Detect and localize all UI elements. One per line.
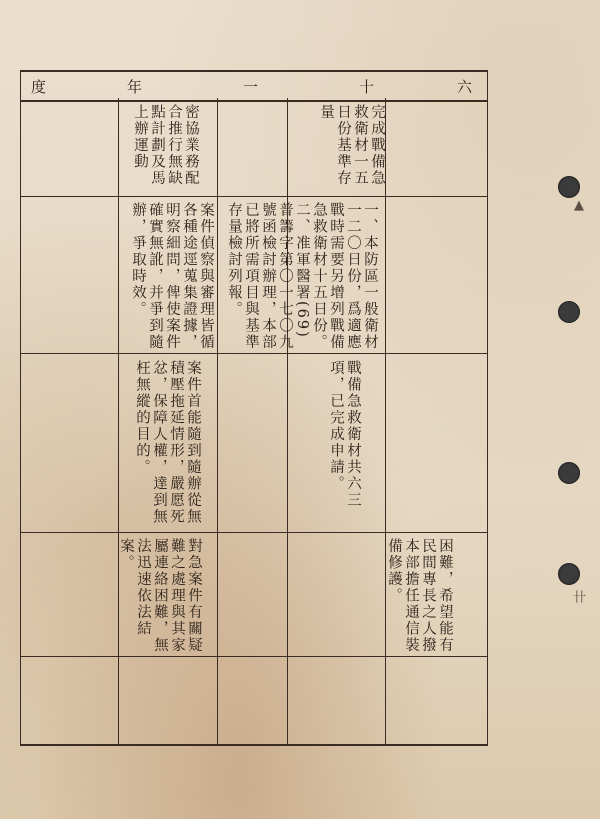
binder-hole: [558, 563, 580, 585]
cell-text: 案件偵察與審理皆循各種途逕蒐集證據，明察細問，俾使案件確實無訛，并爭到隨辦，爭取時效。: [130, 202, 214, 351]
binder-hole: [558, 301, 580, 323]
cell-text: 困難，希望能有民間專長之人撥本部擔任通信裝備修護。: [386, 538, 453, 654]
header-char: 十: [359, 78, 375, 96]
cell-text: 完成戰備急救衛材一五日份基準存量: [318, 104, 385, 187]
pencil-mark: 卄: [570, 590, 585, 603]
cell-text: 密協業務配合推行無缺點計劃及馬上辦運動: [132, 104, 199, 187]
header-char: 度: [31, 78, 47, 96]
binder-hole: [558, 176, 580, 198]
report-table: [20, 98, 488, 746]
header-char: 年: [127, 78, 143, 96]
binder-hole: [558, 462, 580, 484]
pencil-mark: ▲: [574, 198, 584, 213]
header-char: 六: [457, 78, 473, 96]
cell-text: 案件首能隨到隨辦從無積壓拖延情形，嚴愿死忿，保障人權，達到無枉無縱的目的。: [134, 360, 201, 525]
header-char: 一: [243, 78, 259, 96]
cell-text: 一、本防區一般衛材一二〇日份，爲適應戰時需要另增列戰備急救衛材十五日份。 二、准軍醫署(69)普籌字第〇一七〇九號函檢討辦理，本部已將所需項目與基準存量檢討列報。: [226, 202, 378, 351]
cell-text: 戰備急救衛材共六三項，已完成申請。: [328, 360, 361, 509]
cell-text: 對急案件有關疑難之處理與其家屬連絡困難，無法迅速依法結案。: [118, 538, 202, 654]
